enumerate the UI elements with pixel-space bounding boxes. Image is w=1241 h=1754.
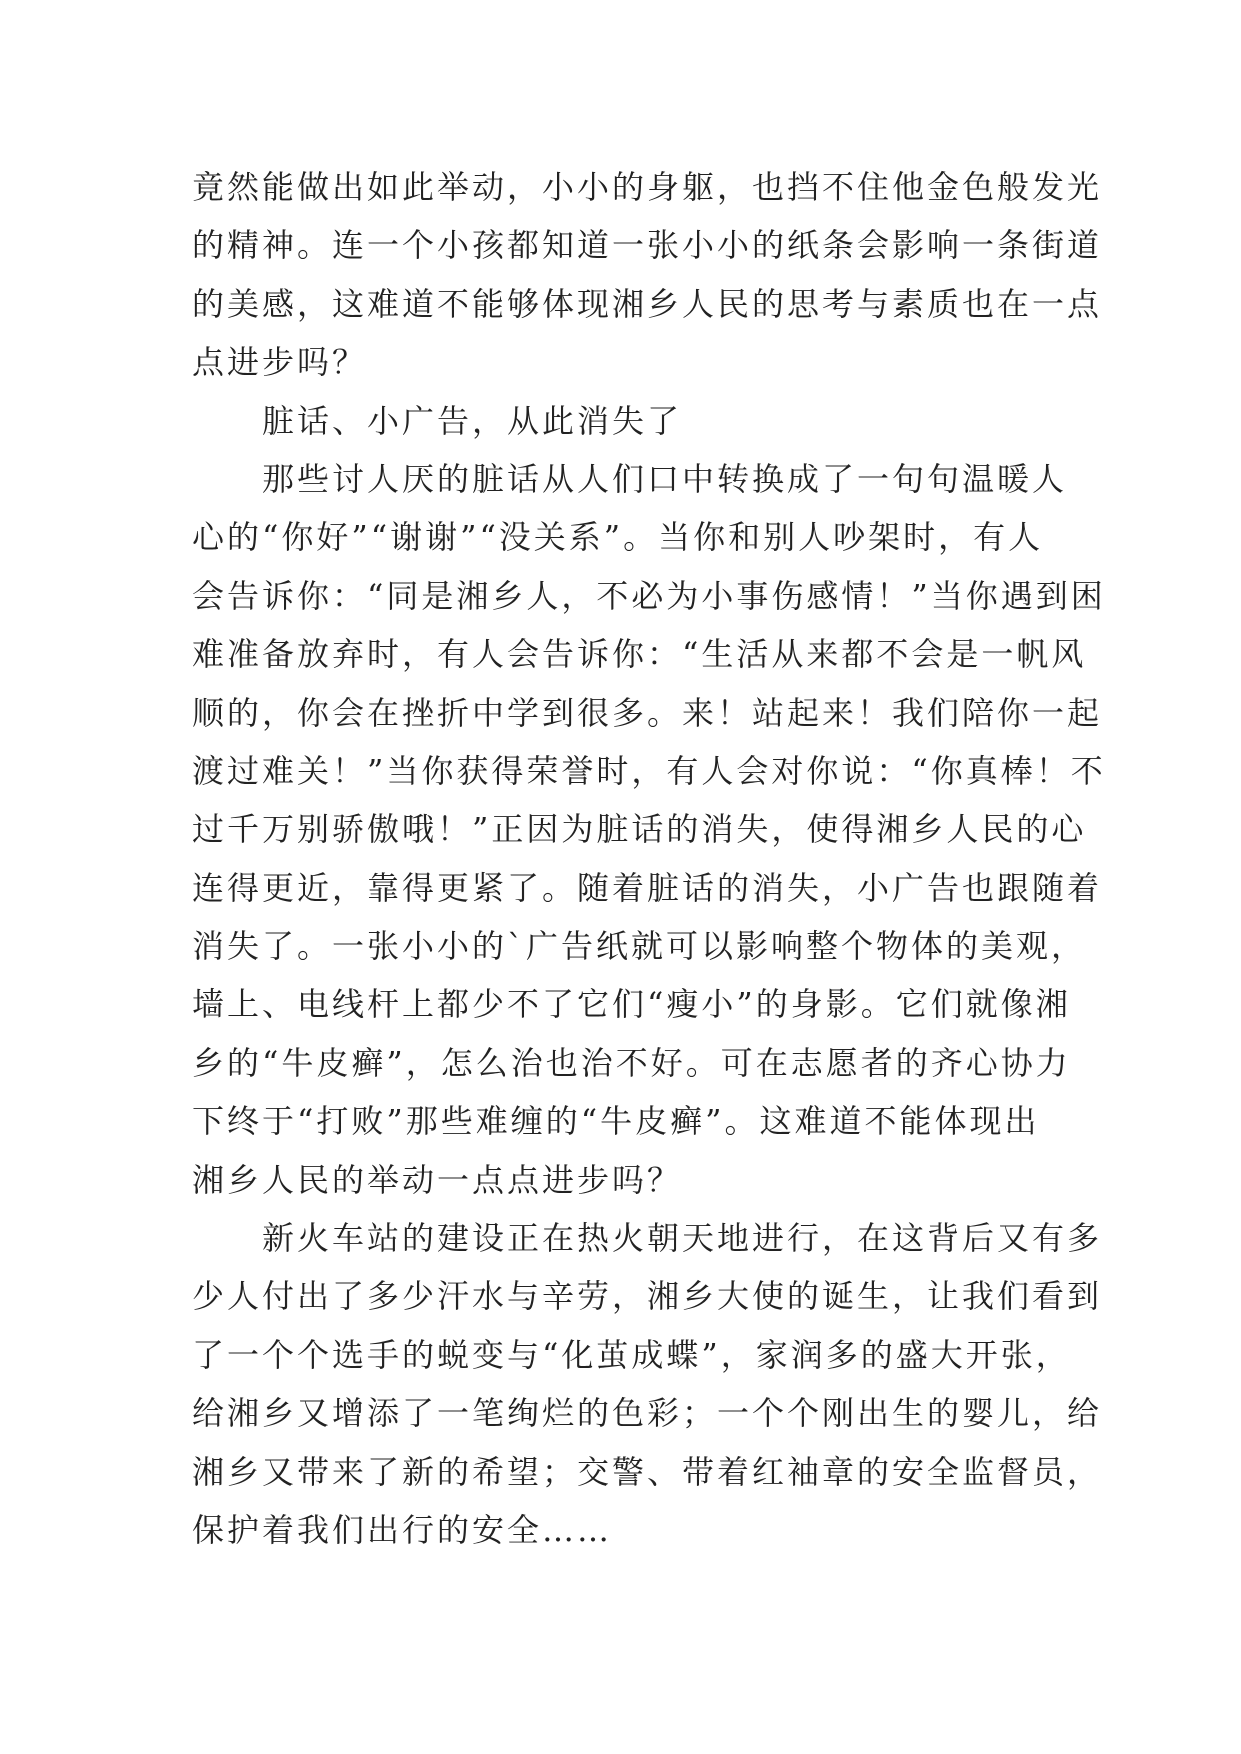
text-line: 渡过难关！”当你获得荣誉时，有人会对你说：“你真棒！不 bbox=[192, 751, 1106, 790]
text-line: 那些讨人厌的脏话从人们口中转换成了一句句温暖人 bbox=[192, 459, 1068, 498]
text-line: 的精神。连一个小孩都知道一张小小的纸条会影响一条街道 bbox=[192, 226, 1103, 265]
text-line: 湘乡又带来了新的希望；交警、带着红袖章的安全监督员， bbox=[192, 1452, 1103, 1491]
text-line: 新火车站的建设正在热火朝天地进行，在这背后又有多 bbox=[192, 1219, 1103, 1258]
text-line: 墙上、电线杆上都少不了它们“瘦小”的身影。它们就像湘 bbox=[192, 985, 1071, 1024]
text-line: 会告诉你：“同是湘乡人，不必为小事伤感情！”当你遇到困 bbox=[192, 576, 1106, 615]
text-line: 心的“你好”“谢谢”“没关系”。当你和别人吵架时，有人 bbox=[192, 518, 1044, 557]
section-heading: 脏话、小广告，从此消失了 bbox=[192, 401, 683, 440]
text-line: 点进步吗？ bbox=[192, 343, 368, 382]
text-line: 湘乡人民的举动一点点进步吗？ bbox=[192, 1160, 683, 1199]
text-line: 给湘乡又增添了一笔绚烂的色彩；一个个刚出生的婴儿，给 bbox=[192, 1394, 1103, 1433]
text-line: 保护着我们出行的安全…… bbox=[192, 1510, 613, 1549]
text-line: 消失了。一张小小的`广告纸就可以影响整个物体的美观， bbox=[192, 927, 1087, 966]
text-line: 了一个个选手的蜕变与“化茧成蝶”，家润多的盛大开张， bbox=[192, 1335, 1071, 1374]
text-line: 顺的，你会在挫折中学到很多。来！站起来！我们陪你一起 bbox=[192, 693, 1103, 732]
text-line: 下终于“打败”那些难缠的“牛皮癣”。这难道不能体现出 bbox=[192, 1102, 1040, 1141]
text-line: 连得更近，靠得更紧了。随着脏话的消失，小广告也跟随着 bbox=[192, 868, 1103, 907]
body-text bbox=[192, 158, 1106, 1559]
text-line: 难准备放弃时，有人会告诉你：“生活从来都不会是一帆风 bbox=[192, 635, 1087, 674]
text-line: 少人付出了多少汗水与辛劳，湘乡大使的诞生，让我们看到 bbox=[192, 1277, 1103, 1316]
text-line: 过千万别骄傲哦！”正因为脏话的消失，使得湘乡人民的心 bbox=[192, 810, 1087, 849]
text-line: 乡的“牛皮癣”，怎么治也治不好。可在志愿者的齐心协力 bbox=[192, 1043, 1071, 1082]
text-line: 竟然能做出如此举动，小小的身躯，也挡不住他金色般发光 bbox=[192, 168, 1103, 206]
text-line: 的美感，这难道不能够体现湘乡人民的思考与素质也在一点 bbox=[192, 284, 1103, 323]
